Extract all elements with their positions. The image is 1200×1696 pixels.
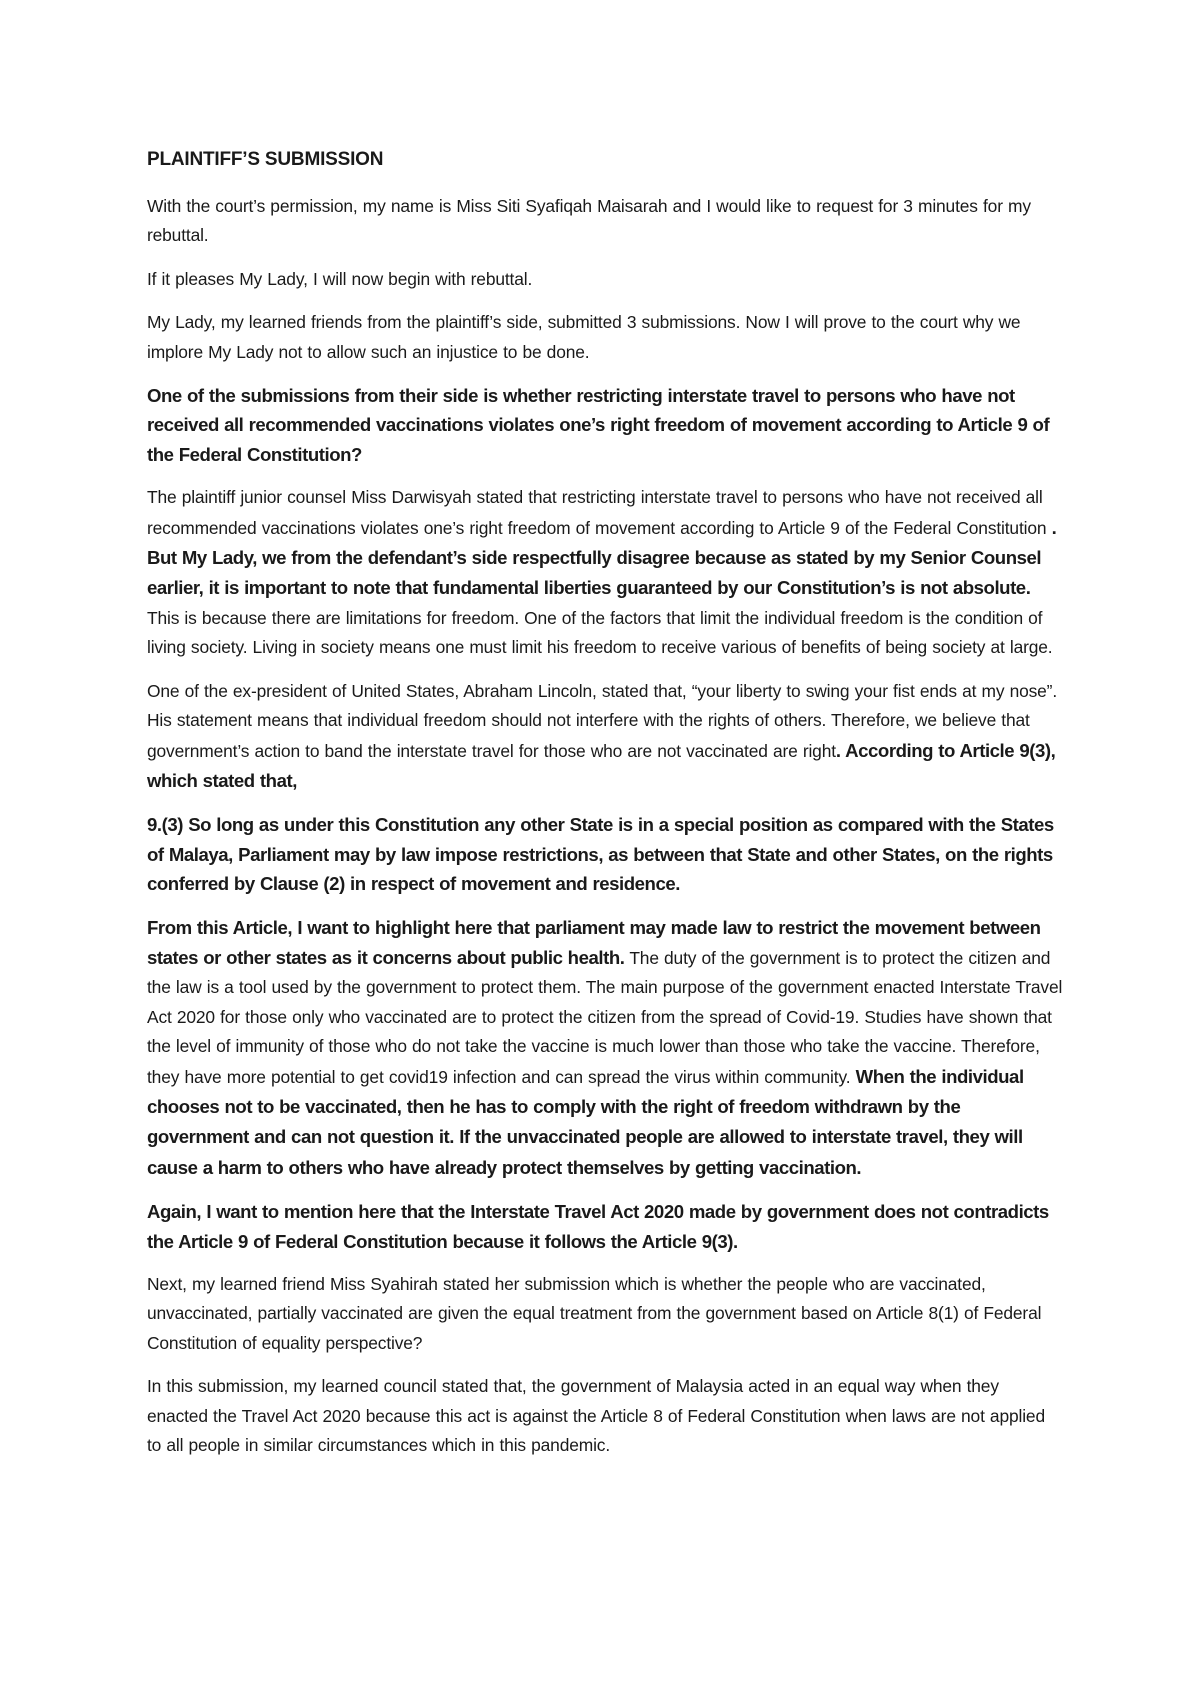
paragraph-issue-article-9: One of the submissions from their side is whether restricting interstate travel to persons who have not received all recommended vaccinations violates one’s right freedom of movement according to Article 9 of the Federal Constitution? <box>147 385 1050 465</box>
paragraph-lincoln-quote <box>147 677 1063 797</box>
text-segment: The plaintiff junior counsel Miss Darwisyah stated that restricting interstate travel to persons who have not received all recommended vaccinations violates one’s right freedom of movement according to Article 9 of the Federal Constitution <box>147 487 1052 538</box>
paragraph-equality-argument: In this submission, my learned council stated that, the government of Malaysia acted in an equal way when they enacted the Travel Act 2020 because this act is against the Article 8 of Federal Constitution when laws are not applied to all people in similar circumstances which in this pandemic. <box>147 1376 1045 1456</box>
paragraph-public-health <box>147 913 1063 1184</box>
paragraph-submissions-overview: My Lady, my learned friends from the plaintiff’s side, submitted 3 submissions. Now I will prove to the court why we implore My Lady not to allow such an injustice to be done. <box>147 312 1021 362</box>
paragraph-freedom-not-absolute <box>147 483 1063 662</box>
document-page <box>147 146 1063 1646</box>
paragraph-begin-rebuttal: If it pleases My Lady, I will now begin with rebuttal. <box>147 268 533 289</box>
text-segment: One of the ex-president of United States, Abraham Lincoln, stated that, “your liberty to swing your fist ends at my nose”. His statement means that individual freedom should not interfere with the rights of others. Therefore, we believe that government’s action to band the interstate travel for those who are not vaccinated are right <box>147 680 1058 761</box>
paragraph-equality-issue: Next, my learned friend Miss Syahirah stated her submission which is whether the people who are vaccinated, unvaccinated, partially vaccinated are given the equal treatment from the government based on Article 8(1) of Federal Constitution of equality perspective? <box>147 1274 1042 1353</box>
text-segment: The duty of the government is to protect the citizen and the law is a tool used by the government to protect them. The main purpose of the government enacted Interstate Travel Act 2020 for those only who vaccinated are to protect the citizen from the spread of Covid-19. Studies have shown that the level of immunity of those who do not take the vaccine is much lower than those who take the vaccine. Therefore, they have more potential to get covid19 infection and can spread the virus within community. <box>147 947 1063 1087</box>
paragraph-article-9-3-quote: 9.(3) So long as under this Constitution any other State is in a special position as compared with the States of Malaya, Parliament may by law impose restrictions, as between that State and other States, on the rights conferred by Clause (2) in respect of movement and residence. <box>147 814 1054 895</box>
paragraph-act-follows-article: Again, I want to mention here that the Interstate Travel Act 2020 made by government does not contradicts the Article 9 of Federal Constitution because it follows the Article 9(3). <box>147 1201 1049 1252</box>
text-segment: This is because there are limitations for freedom. One of the factors that limit the individual freedom is the condition of living society. Living in society means one must limit his freedom to receive various of benefits of being society at large. <box>147 607 1053 658</box>
paragraph-introduction: With the court’s permission, my name is Miss Siti Syafiqah Maisarah and I would like to request for 3 minutes for my rebuttal. <box>147 196 1031 246</box>
document-title: PLAINTIFF’S SUBMISSION <box>147 149 384 170</box>
text-segment-bold: From this Article, I want to highlight here that parliament may made law to restrict the movement between states or other states as it concerns about public health. <box>147 916 1041 968</box>
text-segment-bold: . But My Lady, we from the defendant’s side respectfully disagree because as stated by my Senior Counsel earlier, it is important to note that fundamental liberties guaranteed by our Constitution’s is not absolute. <box>147 516 1057 599</box>
text-segment-bold: . According to Article 9(3), which stated that, <box>147 739 1056 791</box>
text-segment-bold: When the individual chooses not to be vaccinated, then he has to comply with the right of freedom withdrawn by the government and can not question it. If the unvaccinated people are allowed to interstate travel, they will cause a harm to others who have already protect themselves by getting vaccination. <box>147 1065 1024 1178</box>
